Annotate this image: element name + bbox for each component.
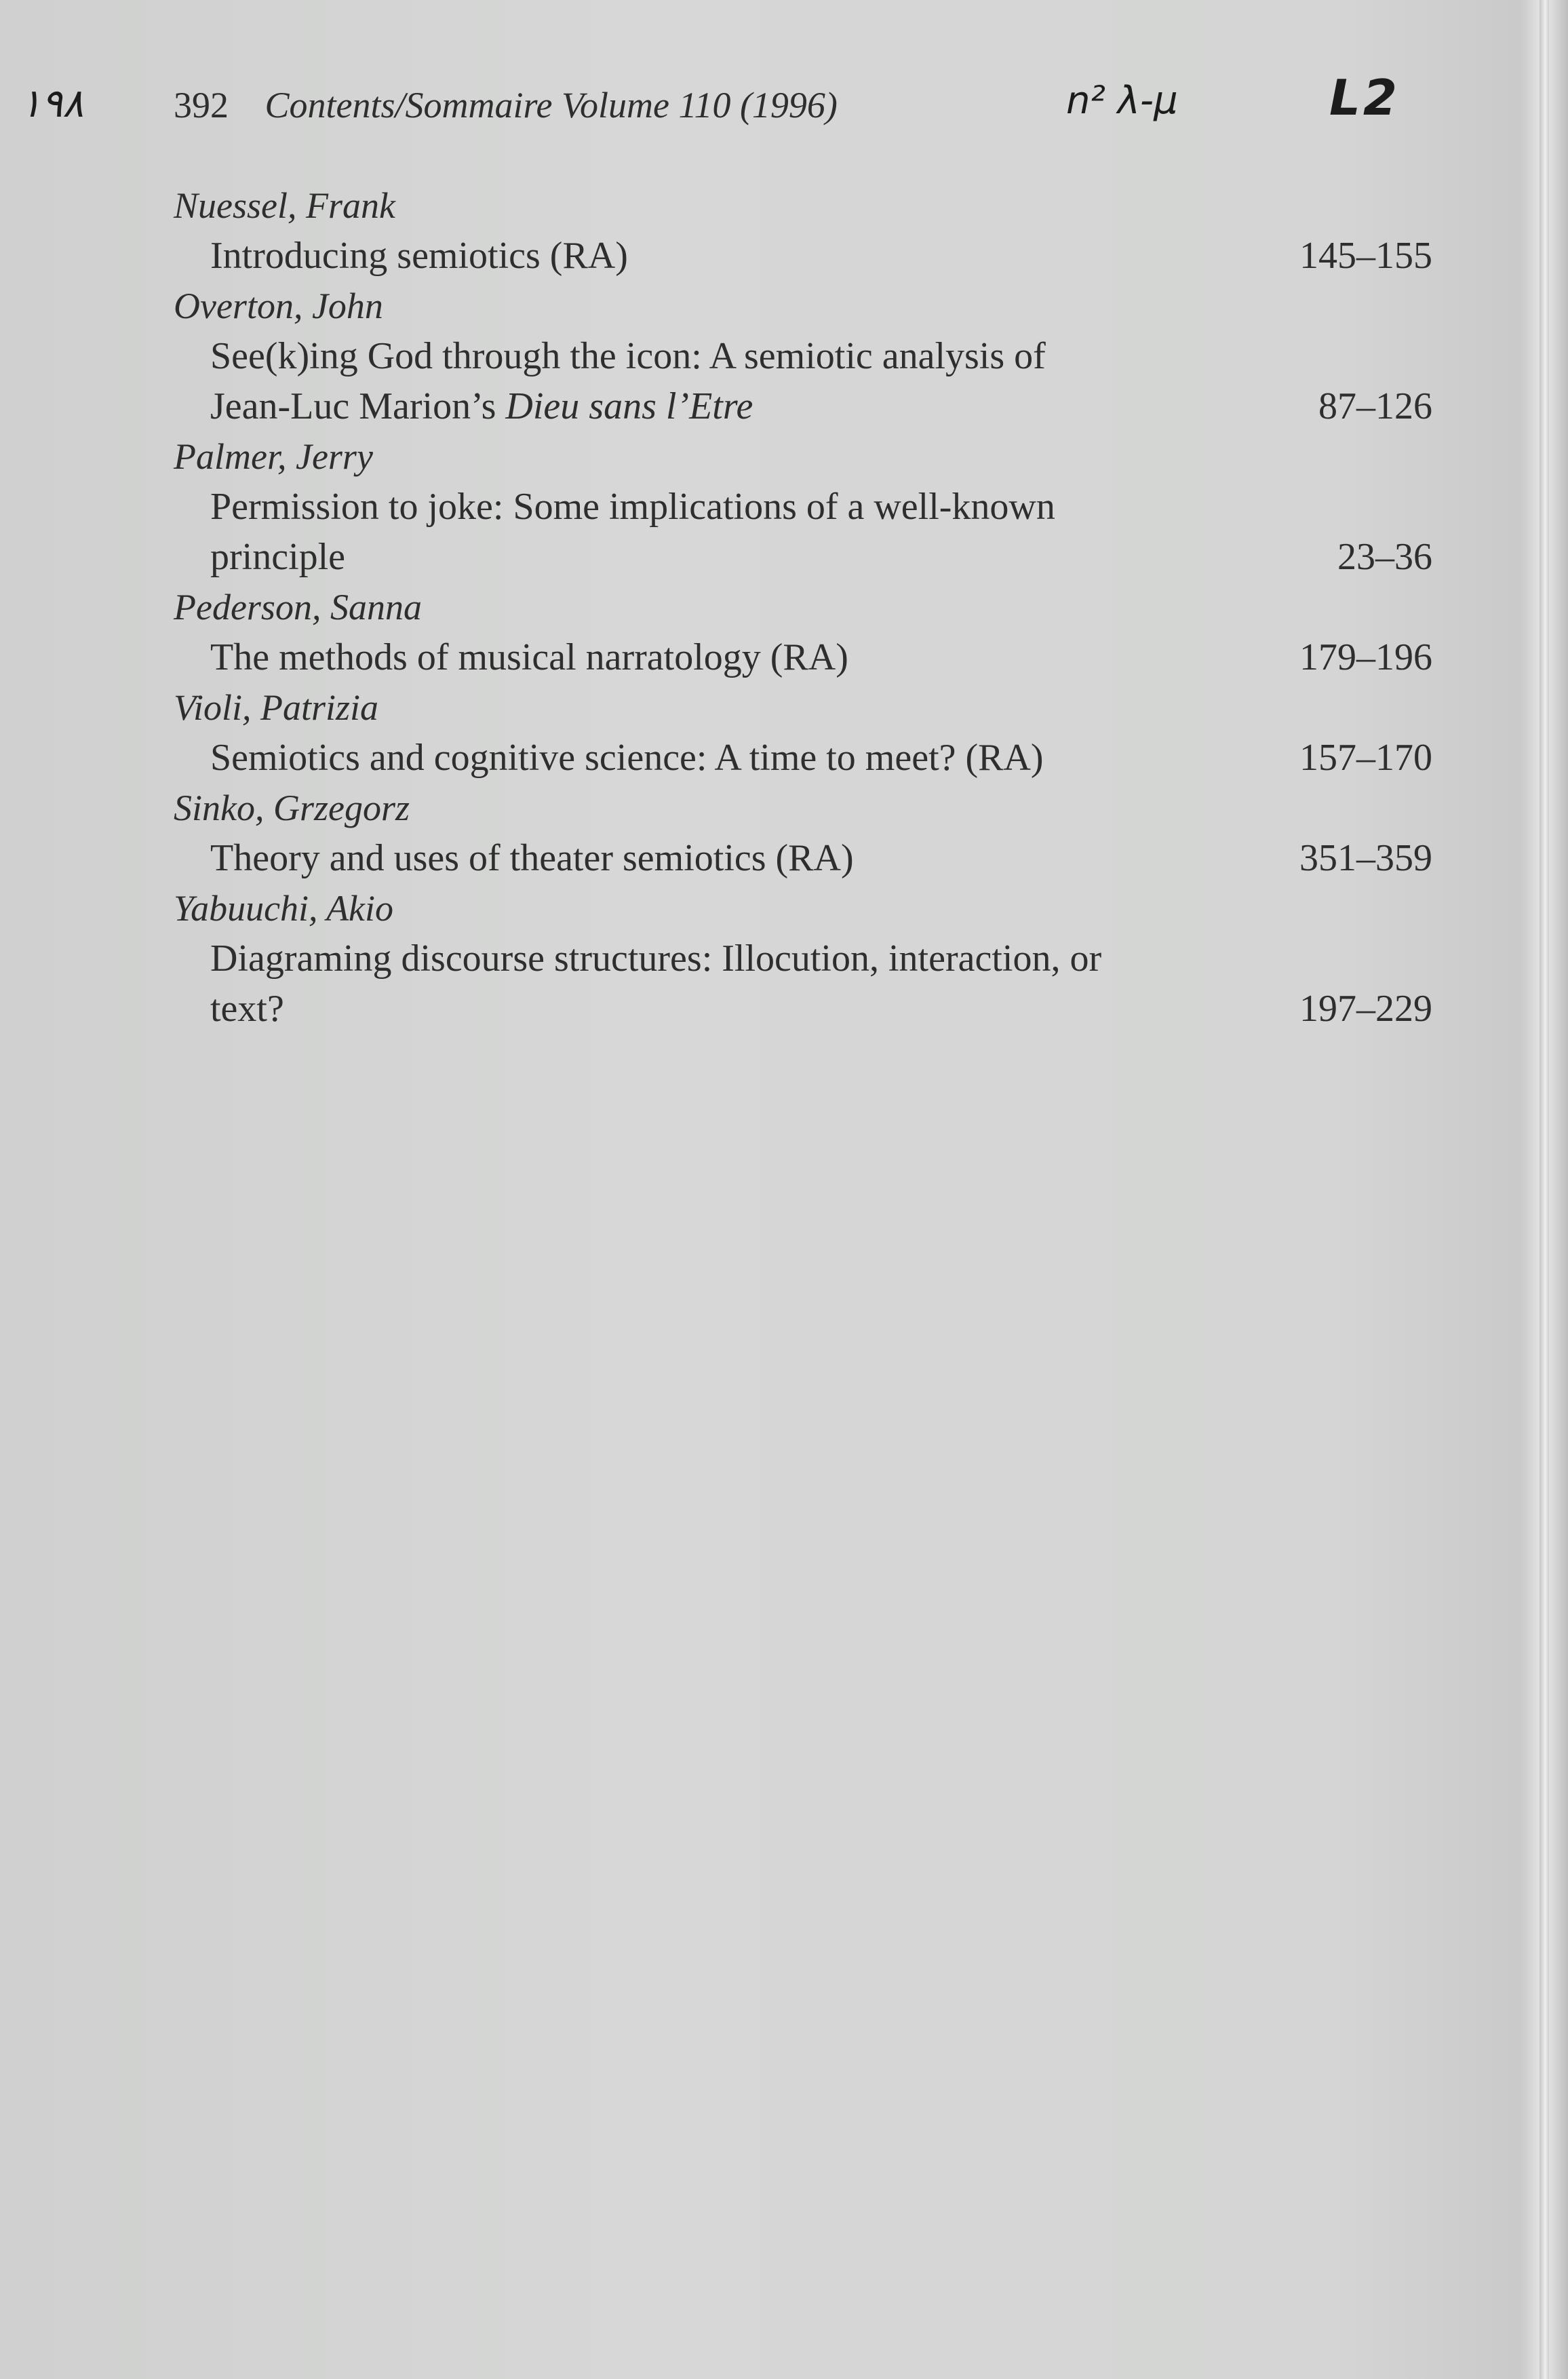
entry-pages: 179–196 bbox=[1299, 636, 1432, 678]
entry-title-line: See(k)ing God through the icon: A semiotic analysis of bbox=[210, 335, 1046, 377]
entry-title: Theory and uses of theater semiotics (RA) bbox=[210, 837, 854, 879]
entry-title: Semiotics and cognitive science: A time to meet? (RA) bbox=[210, 737, 1044, 779]
entry-title: The methods of musical narratology (RA) bbox=[210, 636, 848, 678]
toc-entry bbox=[174, 281, 1432, 431]
toc-entry bbox=[174, 431, 1432, 582]
entry-author: Sinko, Grzegorz bbox=[174, 788, 410, 828]
entry-title-row bbox=[174, 381, 1432, 431]
entry-pages: 351–359 bbox=[1299, 837, 1432, 879]
handwritten-note-left: ١٩٨ bbox=[20, 80, 84, 126]
toc-entry bbox=[174, 180, 1432, 281]
entry-title-plain: Jean-Luc Marion’s bbox=[210, 385, 506, 427]
entry-title-row bbox=[174, 632, 1432, 682]
toc-entry bbox=[174, 682, 1432, 783]
entry-title-row bbox=[174, 331, 1432, 381]
running-head bbox=[174, 84, 838, 126]
handwritten-note-right: L2 bbox=[1329, 69, 1400, 126]
table-of-contents bbox=[174, 180, 1432, 1034]
entry-author: Pederson, Sanna bbox=[174, 587, 422, 627]
entry-title-row bbox=[174, 482, 1432, 532]
entry-title-row bbox=[174, 733, 1432, 783]
handwritten-note-middle: n² λ-μ bbox=[1066, 79, 1178, 123]
page-edge bbox=[1540, 0, 1549, 2379]
entry-pages: 157–170 bbox=[1299, 737, 1432, 779]
entry-pages: 197–229 bbox=[1299, 988, 1432, 1030]
entry-pages: 87–126 bbox=[1318, 385, 1432, 427]
page-number: 392 bbox=[174, 85, 229, 125]
entry-author: Overton, John bbox=[174, 286, 383, 326]
entry-title-row bbox=[174, 532, 1432, 582]
entry-title-line: Permission to joke: Some implications of a well-known bbox=[210, 486, 1055, 528]
toc-entry bbox=[174, 582, 1432, 682]
entry-title-row bbox=[174, 984, 1432, 1034]
entry-title-row bbox=[174, 933, 1432, 984]
entry-author: Palmer, Jerry bbox=[174, 436, 373, 477]
entry-title-line: text? bbox=[210, 988, 284, 1030]
entry-author: Yabuuchi, Akio bbox=[174, 888, 394, 929]
entry-author: Nuessel, Frank bbox=[174, 185, 395, 226]
entry-pages: 145–155 bbox=[1299, 235, 1432, 277]
entry-title-line: Diagraming discourse structures: Illocution, interaction, or bbox=[210, 937, 1102, 980]
entry-title-line bbox=[174, 381, 1238, 431]
entry-title-line: principle bbox=[210, 536, 346, 578]
running-head-title: Contents/Sommaire Volume 110 (1996) bbox=[264, 85, 838, 125]
toc-entry bbox=[174, 783, 1432, 883]
entry-title-italic: Dieu sans l’Etre bbox=[505, 385, 753, 427]
entry-title-row bbox=[174, 231, 1432, 281]
toc-entry bbox=[174, 883, 1432, 1034]
entry-pages: 23–36 bbox=[1337, 536, 1432, 578]
entry-title: Introducing semiotics (RA) bbox=[210, 235, 628, 277]
entry-title-row bbox=[174, 833, 1432, 883]
entry-author: Violi, Patrizia bbox=[174, 687, 379, 728]
